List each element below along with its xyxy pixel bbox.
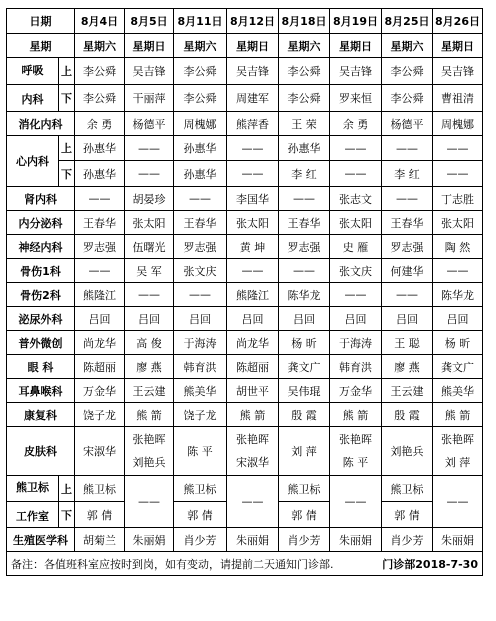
schedule-wrap — [6, 8, 483, 576]
dept-urology: 泌尿外科 — [7, 307, 75, 331]
duty-name: 刘艳兵 — [390, 444, 424, 458]
duty-cell: —— — [279, 187, 330, 211]
duty-cell: 李公舜 — [174, 58, 227, 85]
duty-cell: —— — [75, 259, 125, 283]
duty-cell: 熊 箭 — [227, 403, 279, 427]
weekday-cell: 星期日 — [227, 34, 279, 58]
duty-cell: —— — [174, 187, 227, 211]
respiratory-down-row — [7, 85, 483, 112]
cardio-down-row — [7, 161, 483, 187]
duty-cell: 周建军 — [227, 85, 279, 112]
ophthalmology-row — [7, 355, 483, 379]
duty-cell-merged: —— — [227, 476, 279, 528]
duty-cell: 吴吉锋 — [330, 58, 382, 85]
shift-am: 上 — [59, 58, 75, 85]
duty-cell: 高 俊 — [125, 331, 174, 355]
duty-cell: —— — [330, 283, 382, 307]
xiong-up-row — [7, 476, 483, 502]
duty-cell: 张文庆 — [330, 259, 382, 283]
shift-am: 上 — [59, 136, 75, 161]
minimally-row — [7, 331, 483, 355]
ortho1-row — [7, 259, 483, 283]
duty-name: 张艳晖 — [339, 433, 372, 446]
duty-cell: 韩育洪 — [174, 355, 227, 379]
duty-cell: 胡晏珍 — [125, 187, 174, 211]
duty-cell: —— — [75, 187, 125, 211]
date-cell: 8月19日 — [330, 9, 382, 34]
duty-name: 刘 萍 — [291, 444, 317, 458]
duty-cell: 李公舜 — [279, 85, 330, 112]
date-cell: 8月12日 — [227, 9, 279, 34]
endocrine-row — [7, 211, 483, 235]
duty-cell: —— — [382, 136, 433, 161]
duty-cell: 于海涛 — [330, 331, 382, 355]
duty-name: 张艳晖 — [132, 433, 166, 446]
dept-digestive: 消化内科 — [7, 112, 75, 136]
duty-cell: —— — [330, 161, 382, 187]
duty-cell: —— — [227, 259, 279, 283]
duty-cell: 吕回 — [227, 307, 279, 331]
duty-cell: 龚文广 — [433, 355, 483, 379]
duty-cell: 吕回 — [279, 307, 330, 331]
duty-name: 刘 萍 — [444, 456, 471, 469]
duty-cell: 饶子龙 — [75, 403, 125, 427]
duty-cell: 张文庆 — [174, 259, 227, 283]
duty-cell: 罗志强 — [382, 235, 433, 259]
duty-cell: 吴伟琨 — [279, 379, 330, 403]
duty-cell: 胡世平 — [227, 379, 279, 403]
duty-cell: —— — [125, 161, 174, 187]
duty-cell: —— — [433, 136, 483, 161]
duty-cell: 张太阳 — [433, 211, 483, 235]
shift-am: 上 — [59, 476, 75, 502]
dept-xiong-line1: 熊卫标 — [7, 476, 59, 502]
duty-cell: 熊美华 — [174, 379, 227, 403]
duty-cell: 吴吉锋 — [433, 58, 483, 85]
duty-cell: 黄 坤 — [227, 235, 279, 259]
rehab-row — [7, 403, 483, 427]
duty-cell: 王 荣 — [279, 112, 330, 136]
weekday-cell: 星期日 — [125, 34, 174, 58]
duty-cell: 陈华龙 — [433, 283, 483, 307]
duty-cell: —— — [382, 187, 433, 211]
dept-cardio: 心内科 — [7, 136, 59, 187]
week-label: 星期 — [7, 34, 75, 58]
dept-ophthalmology: 眼 科 — [7, 355, 75, 379]
duty-name: 张艳晖 — [441, 433, 474, 446]
digestive-row — [7, 112, 483, 136]
reproductive-row — [7, 528, 483, 552]
duty-cell: —— — [227, 161, 279, 187]
duty-cell: 曹祖清 — [433, 85, 483, 112]
duty-cell: 陈华龙 — [279, 283, 330, 307]
duty-cell: 万金华 — [330, 379, 382, 403]
shift-pm: 下 — [59, 85, 75, 112]
duty-cell: 肖少芳 — [279, 528, 330, 552]
duty-cell: 罗来恒 — [330, 85, 382, 112]
date-cell: 8月11日 — [174, 9, 227, 34]
duty-cell: 伍曙光 — [125, 235, 174, 259]
footer-note: 备注：各值班科室应按时到岗，如有变动，请提前二天通知门诊部. — [11, 557, 334, 571]
duty-cell: 王云建 — [382, 379, 433, 403]
duty-cell: 万金华 — [75, 379, 125, 403]
duty-cell: 王 聪 — [382, 331, 433, 355]
dept-endocrine: 内分泌科 — [7, 211, 75, 235]
duty-cell: 胡菊兰 — [75, 528, 125, 552]
duty-cell — [227, 427, 279, 476]
duty-cell-merged: —— — [125, 476, 174, 528]
footer-note-cell — [7, 552, 483, 576]
duty-name: 宋淑华 — [83, 444, 116, 458]
duty-cell: 郭 倩 — [279, 502, 330, 528]
duty-cell: 孙惠华 — [279, 136, 330, 161]
duty-cell: 吕回 — [174, 307, 227, 331]
dept-ortho2: 骨伤2科 — [7, 283, 75, 307]
duty-cell: 周槐娜 — [433, 112, 483, 136]
duty-cell: 熊美华 — [433, 379, 483, 403]
duty-cell — [75, 427, 125, 476]
duty-cell: 熊卫标 — [382, 476, 433, 502]
duty-cell: 郭 倩 — [174, 502, 227, 528]
duty-cell: 吴吉锋 — [227, 58, 279, 85]
duty-cell: 尚龙华 — [75, 331, 125, 355]
duty-cell: 朱丽娟 — [330, 528, 382, 552]
duty-cell: 朱丽娟 — [227, 528, 279, 552]
duty-cell: 王春华 — [75, 211, 125, 235]
duty-cell: 李公舜 — [174, 85, 227, 112]
duty-name: 刘艳兵 — [132, 456, 166, 469]
duty-cell: 熊 箭 — [125, 403, 174, 427]
weekday-cell: 星期六 — [174, 34, 227, 58]
duty-cell: 朱丽娟 — [433, 528, 483, 552]
duty-cell: 李公舜 — [382, 85, 433, 112]
duty-cell: 吴 军 — [125, 259, 174, 283]
date-cell: 8月4日 — [75, 9, 125, 34]
shift-pm: 下 — [59, 502, 75, 528]
duty-name: 宋淑华 — [236, 456, 269, 469]
duty-cell: 孙惠华 — [174, 136, 227, 161]
duty-cell: 龚文广 — [279, 355, 330, 379]
duty-cell-merged: —— — [433, 476, 483, 528]
duty-cell: 熊 箭 — [330, 403, 382, 427]
duty-cell: 熊卫标 — [174, 476, 227, 502]
dept-ortho1: 骨伤1科 — [7, 259, 75, 283]
duty-cell: 李 红 — [279, 161, 330, 187]
dept-reproductive: 生殖医学科 — [7, 528, 75, 552]
duty-cell: 熊卫标 — [75, 476, 125, 502]
weekday-cell: 星期日 — [433, 34, 483, 58]
duty-cell: 张太阳 — [125, 211, 174, 235]
duty-cell: 朱丽娟 — [125, 528, 174, 552]
dept-rehab: 康复科 — [7, 403, 75, 427]
duty-cell: 张志文 — [330, 187, 382, 211]
dept-ent: 耳鼻喉科 — [7, 379, 75, 403]
dept-xiong-line2: 工作室 — [7, 502, 59, 528]
duty-cell: 吴吉锋 — [125, 58, 174, 85]
date-cell: 8月5日 — [125, 9, 174, 34]
urology-row — [7, 307, 483, 331]
cardio-up-row — [7, 136, 483, 161]
duty-cell: 吕回 — [330, 307, 382, 331]
ortho2-row — [7, 283, 483, 307]
duty-cell: 王春华 — [279, 211, 330, 235]
duty-cell: 史 雁 — [330, 235, 382, 259]
duty-cell: 熊萍香 — [227, 112, 279, 136]
duty-cell: 李 红 — [382, 161, 433, 187]
duty-cell: 熊隆江 — [227, 283, 279, 307]
duty-cell-merged: —— — [330, 476, 382, 528]
duty-cell: —— — [433, 161, 483, 187]
neuro-row — [7, 235, 483, 259]
duty-cell: 丁志胜 — [433, 187, 483, 211]
duty-cell: 李公舜 — [382, 58, 433, 85]
duty-cell: 熊 箭 — [433, 403, 483, 427]
duty-name: 陈 平 — [342, 456, 369, 469]
dept-respiratory-line2: 内科 — [7, 85, 59, 112]
duty-cell: 肖少芳 — [174, 528, 227, 552]
duty-cell: 廖 燕 — [382, 355, 433, 379]
duty-cell — [174, 427, 227, 476]
duty-cell: 杨德平 — [125, 112, 174, 136]
duty-cell: 熊卫标 — [279, 476, 330, 502]
duty-cell: 周槐娜 — [174, 112, 227, 136]
footer-row — [7, 552, 483, 576]
duty-cell: 张太阳 — [227, 211, 279, 235]
duty-cell: 余 勇 — [75, 112, 125, 136]
date-cell: 8月26日 — [433, 9, 483, 34]
duty-cell: 杨 昕 — [279, 331, 330, 355]
duty-cell: 余 勇 — [330, 112, 382, 136]
duty-cell: —— — [330, 136, 382, 161]
duty-cell: 干丽萍 — [125, 85, 174, 112]
duty-cell: 熊隆江 — [75, 283, 125, 307]
duty-cell: 王春华 — [174, 211, 227, 235]
weekday-cell: 星期日 — [330, 34, 382, 58]
weekday-cell: 星期六 — [382, 34, 433, 58]
duty-cell: 殷 霞 — [382, 403, 433, 427]
duty-cell: 吕回 — [433, 307, 483, 331]
duty-cell: —— — [227, 136, 279, 161]
duty-cell: 孙惠华 — [75, 136, 125, 161]
duty-cell: 殷 霞 — [279, 403, 330, 427]
duty-cell: 王云建 — [125, 379, 174, 403]
weekday-row — [7, 34, 483, 58]
date-cell: 8月25日 — [382, 9, 433, 34]
shift-pm: 下 — [59, 161, 75, 187]
derma-row — [7, 427, 483, 476]
duty-cell: 韩育洪 — [330, 355, 382, 379]
duty-cell: —— — [279, 259, 330, 283]
duty-cell: 李公舜 — [75, 58, 125, 85]
duty-cell: 郭 倩 — [382, 502, 433, 528]
duty-cell: 杨德平 — [382, 112, 433, 136]
duty-cell: 罗志强 — [75, 235, 125, 259]
nephro-row — [7, 187, 483, 211]
duty-cell: 吕回 — [382, 307, 433, 331]
duty-cell: 吕回 — [125, 307, 174, 331]
duty-cell: 王春华 — [382, 211, 433, 235]
duty-cell: 张太阳 — [330, 211, 382, 235]
duty-cell: 杨 昕 — [433, 331, 483, 355]
duty-cell: —— — [382, 283, 433, 307]
duty-cell: 李公舜 — [75, 85, 125, 112]
dept-derma: 皮肤科 — [7, 427, 75, 476]
duty-cell: 陈超丽 — [75, 355, 125, 379]
duty-cell: 吕回 — [75, 307, 125, 331]
duty-cell — [279, 427, 330, 476]
duty-cell: 郭 倩 — [75, 502, 125, 528]
duty-cell — [382, 427, 433, 476]
duty-schedule-table — [6, 8, 483, 576]
duty-cell: —— — [174, 283, 227, 307]
duty-cell: —— — [125, 136, 174, 161]
duty-cell — [433, 427, 483, 476]
dept-nephro: 肾内科 — [7, 187, 75, 211]
duty-name: 陈 平 — [187, 444, 213, 458]
duty-cell: 罗志强 — [174, 235, 227, 259]
duty-cell: 罗志强 — [279, 235, 330, 259]
duty-cell: 何建华 — [382, 259, 433, 283]
duty-cell — [125, 427, 174, 476]
duty-cell — [330, 427, 382, 476]
duty-cell: 孙惠华 — [174, 161, 227, 187]
duty-cell: 李公舜 — [279, 58, 330, 85]
footer-signature: 门诊部2018-7-30 — [382, 557, 478, 571]
weekday-cell: 星期六 — [75, 34, 125, 58]
duty-cell: 于海涛 — [174, 331, 227, 355]
duty-cell: —— — [433, 259, 483, 283]
date-row — [7, 9, 483, 34]
duty-cell: 饶子龙 — [174, 403, 227, 427]
ent-row — [7, 379, 483, 403]
duty-cell: —— — [125, 283, 174, 307]
date-label: 日期 — [7, 9, 75, 34]
respiratory-up-row — [7, 58, 483, 85]
dept-respiratory-line1: 呼吸 — [7, 58, 59, 85]
duty-name: 张艳晖 — [236, 433, 269, 446]
weekday-cell: 星期六 — [279, 34, 330, 58]
duty-cell: 李国华 — [227, 187, 279, 211]
duty-cell: 尚龙华 — [227, 331, 279, 355]
date-cell: 8月18日 — [279, 9, 330, 34]
duty-cell: 孙惠华 — [75, 161, 125, 187]
dept-neuro: 神经内科 — [7, 235, 75, 259]
duty-cell: 陶 然 — [433, 235, 483, 259]
dept-minimally-invasive: 普外微创 — [7, 331, 75, 355]
duty-cell: 陈超丽 — [227, 355, 279, 379]
duty-cell: 肖少芳 — [382, 528, 433, 552]
duty-cell: 廖 燕 — [125, 355, 174, 379]
